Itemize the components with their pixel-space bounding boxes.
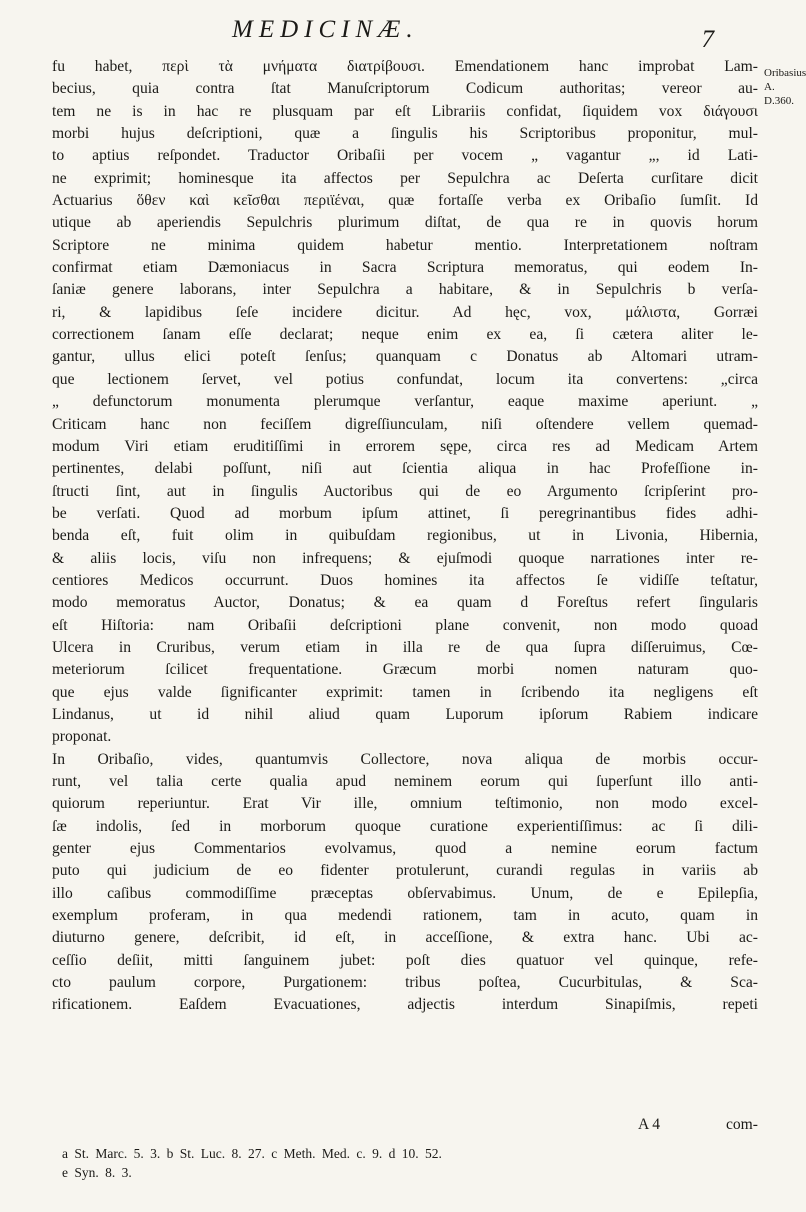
page-number: 7: [701, 26, 714, 53]
text-line: eſt Hiſtoria: nam Oribaſii deſcriptioni plane convenit, non modo quoad: [52, 616, 758, 634]
text-line: modo memoratus Auctor, Donatus; & ea quam d Foreſtus refert ſingularis: [52, 594, 758, 612]
text-line: Actuarius ὅθεν καὶ κεῖσθαι περιϊέναι, quæ fortaſſe verba ex Oribaſio ſumſit. Id: [52, 192, 758, 210]
text-line: Lindanus, ut id nihil aliud quam Luporum ipſorum Rabiem indicare: [52, 705, 758, 723]
text-line: exemplum proferam, in qua medendi rationem, tam in acuto, quam in: [52, 907, 758, 925]
catchword: com-: [725, 1116, 758, 1133]
text-line: to aptius reſpondet. Traductor Oribaſii per vocem „ vagantur „, id Lati-: [52, 147, 758, 165]
text-line: meteriorum ſcilicet frequentatione. Græcum morbi nomen naturam quo-: [52, 661, 758, 679]
text-line: confirmat etiam Dæmoniacus in Sacra Scriptura memoratus, qui eodem In-: [52, 259, 758, 277]
footnote-line: e Syn. 8. 3.: [62, 1165, 132, 1180]
text-line: ſtructi ſint, aut in ſingulis Auctoribus qui de eo Argumento ſcripſerint pro-: [52, 482, 758, 500]
text-line: modum Viri etiam eruditiſſimi in errorem sępe, circa res ad Medicam Artem: [52, 437, 758, 455]
text-line: genter ejus Commentarios evolvamus, quod a nemine eorum factum: [52, 840, 758, 858]
text-line: be verſati. Quod ad morbum ipſum attinet, ſi peregrinantibus fides adhi-: [52, 504, 758, 522]
text-line: cto paulum corpore, Purgationem: tribus poſtea, Cucurbitulas, & Sca-: [52, 974, 758, 992]
text-line: pertinentes, delabi poſſunt, niſi aut ſcientia aliqua in hac Profeſſione in-: [52, 460, 758, 478]
body-text: [52, 56, 758, 1017]
text-line: runt, vel talia certe qualia apud neminem eorum qui ſuperſunt illo anti-: [52, 773, 758, 790]
text-line: utique ab aperiendis Sepulchris plurimum diſtat, de qua re in quovis horum: [52, 214, 758, 232]
text-line: rificationem. Eaſdem Evacuationes, adjectis interdum Sinapiſmis, repeti: [52, 996, 758, 1014]
margin-note: [764, 66, 806, 108]
text-line: ceſſio deſiit, mitti ſanguinem jubet: poſt dies quatuor vel quinque, refe-: [52, 951, 758, 969]
text-line: centiores Medicos occurrunt. Duos homines ita affectos ſe vidiſſe teſtatur,: [52, 571, 758, 589]
text-line: correctionem ſanam eſſe declarat; neque enim ex ea, ſi cætera aliter le-: [52, 326, 758, 344]
signature-mark: A 4: [638, 1116, 661, 1133]
text-line: & aliis locis, viſu non infrequens; & ejuſmodi quoque narrationes inter re-: [52, 549, 758, 567]
footnotes: [62, 1144, 762, 1182]
text-line: „ defunctorum monumenta plerumque verſantur, eaque maxime aperiunt. „: [52, 393, 758, 411]
text-line: que lectionem ſervet, vel potius confundat, locum ita convertens: „circa: [52, 370, 758, 388]
text-line: proponat.: [52, 728, 112, 746]
text-line: quiorum reperiuntur. Erat Vir ille, omnium teſtimonio, non modo excel-: [52, 795, 758, 813]
signature-row: [52, 1116, 758, 1138]
text-line: Ulcera in Cruribus, verum etiam in illa re de qua ſupra diſſeruimus, Cœ-: [52, 638, 758, 656]
text-line: fu habet, περὶ τὰ μνήματα διατρίβουσι. Emendationem hanc improbat Lam-: [52, 58, 758, 75]
text-line: puto qui judicium de eo fidenter protulerunt, curandi regulas in variis ab: [52, 862, 758, 880]
running-head: [0, 6, 800, 58]
text-line: becius, quia contra ſtat Manuſcriptorum Codicum authoritas; vereor au-: [52, 80, 758, 98]
text-line: ri, & lapidibus ſeſe incidere dicitur. Ad hęc, vox, μάλιστα, Gorræi: [52, 303, 758, 321]
text-line: gantur, ullus elici poteſt ſenſus; quanquam c Donatus ab Altomari utram-: [52, 348, 758, 366]
text-line: morbi hujus deſcriptioni, quæ a ſingulis his Scriptoribus proponitur, mul-: [52, 125, 758, 143]
margin-note-line: Oribasius A.: [764, 67, 806, 93]
text-line: In Oribaſio, vides, quantumvis Collectore, nova aliqua de morbis occur-: [52, 750, 758, 768]
text-line: ne exprimit; hominesque ita affectos per Sepulchra ac Deſerta curſitare dicit: [52, 169, 758, 187]
footnote-line: a St. Marc. 5. 3. b St. Luc. 8. 27. c Meth. Med. c. 9. d 10. 52.: [62, 1146, 442, 1161]
text-line: diuturno genere, deſcribit, id eſt, in acceſſione, & extra hanc. Ubi ac-: [52, 929, 758, 947]
running-title: MEDICINÆ.: [232, 16, 419, 43]
text-line: ſaniæ genere laborans, inter Sepulchra a habitare, & in Sepulchris b verſa-: [52, 281, 758, 299]
text-line: ſæ indolis, ſed in morborum quoque curatione experientiſſimus: ac ſi dili-: [52, 817, 758, 835]
margin-note-line: D.360.: [764, 95, 794, 107]
text-line: que ejus valde ſignificanter exprimit: tamen in ſcribendo ita negligens eſt: [52, 683, 758, 701]
text-line: illo caſibus commodiſſime præceptas obſervabimus. Unum, de e Epilepſia,: [52, 884, 758, 902]
text-line: Scriptore ne minima quidem habetur mentio. Interpretationem noſtram: [52, 236, 758, 254]
text-line: Criticam hanc non feciſſem digreſſiunculam, niſi oſtendere vellem quemad-: [52, 415, 758, 433]
text-line: benda eſt, fuit olim in quibuſdam regionibus, ut in Livonia, Hibernia,: [52, 527, 758, 545]
text-line: tem ne is in hac re plusquam par eſt Librariis confidat, ſiquidem vox διάγουσι: [52, 102, 758, 120]
